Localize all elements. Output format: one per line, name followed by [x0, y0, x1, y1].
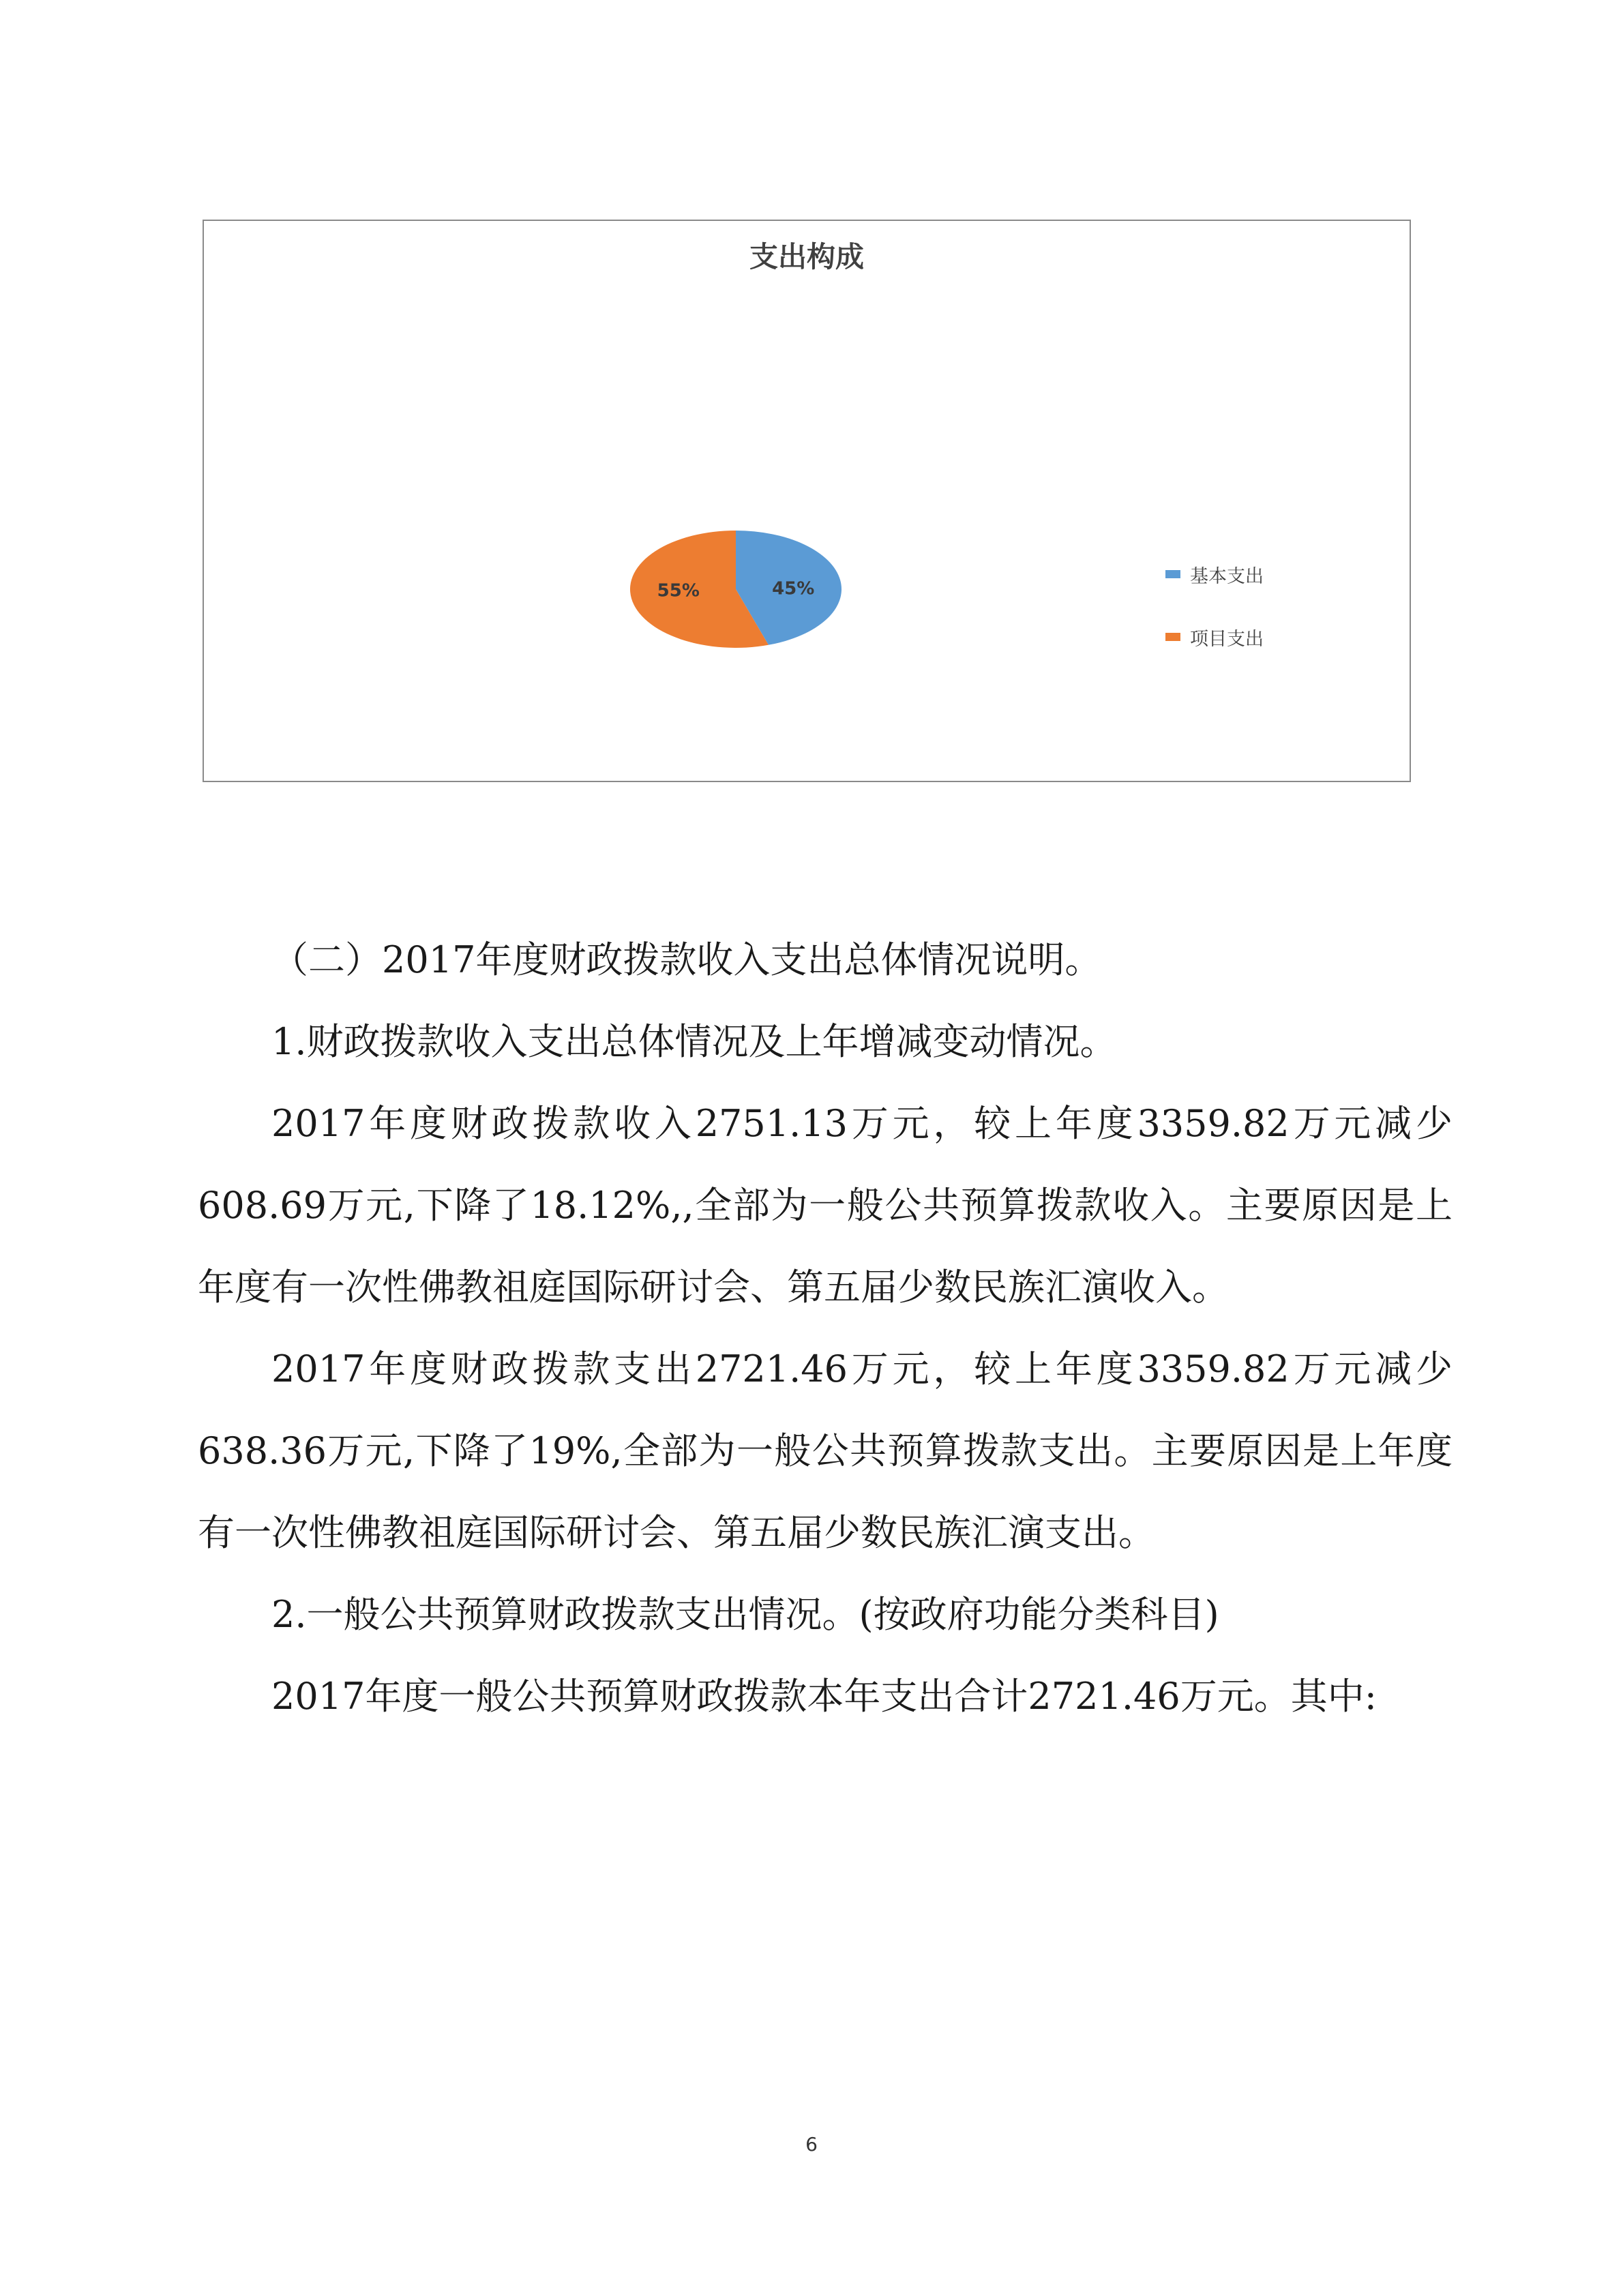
- pie-data-label: 45%: [772, 578, 815, 599]
- chart-legend: [1165, 562, 1264, 687]
- legend-swatch: [1165, 570, 1180, 578]
- section-heading: （二）2017年度财政拨款收入支出总体情况说明。: [271, 938, 1102, 981]
- legend-label: 项目支出: [1190, 628, 1264, 650]
- expense-paragraph: 2017年度财政拨款支出2721.46万元，较上年度3359.82万元减少638.36万元,下降了19%,全部为一般公共预算拨款支出。主要原因是上年度有一次性佛教祖庭国际研讨会、第五届少数民族汇演支出。: [198, 1347, 1453, 1554]
- legend-swatch: [1165, 633, 1180, 641]
- legend-item-basic: [1165, 562, 1264, 586]
- page-number: 6: [805, 2133, 818, 2156]
- body-text: [198, 919, 1453, 1738]
- chart-title: 支出构成: [749, 240, 864, 273]
- pie-data-label: 55%: [657, 580, 700, 601]
- subheading-1: 1.财政拨款收入支出总体情况及上年增减变动情况。: [271, 1020, 1117, 1063]
- subheading-2: 2.一般公共预算财政拨款支出情况。(按政府功能分类科目): [271, 1593, 1219, 1636]
- legend-item-project: [1165, 625, 1264, 649]
- legend-label: 基本支出: [1190, 565, 1264, 587]
- chart-frame: [203, 220, 1411, 782]
- pie-chart: [204, 221, 1410, 781]
- total-paragraph: 2017年度一般公共预算财政拨款本年支出合计2721.46万元。其中:: [271, 1675, 1377, 1718]
- income-paragraph: 2017年度财政拨款收入2751.13万元，较上年度3359.82万元减少608.69万元,下降了18.12%,,全部为一般公共预算拨款收入。主要原因是上年度有一次性佛教祖庭国际研讨会、第五届少数民族汇演收入。: [198, 1102, 1453, 1309]
